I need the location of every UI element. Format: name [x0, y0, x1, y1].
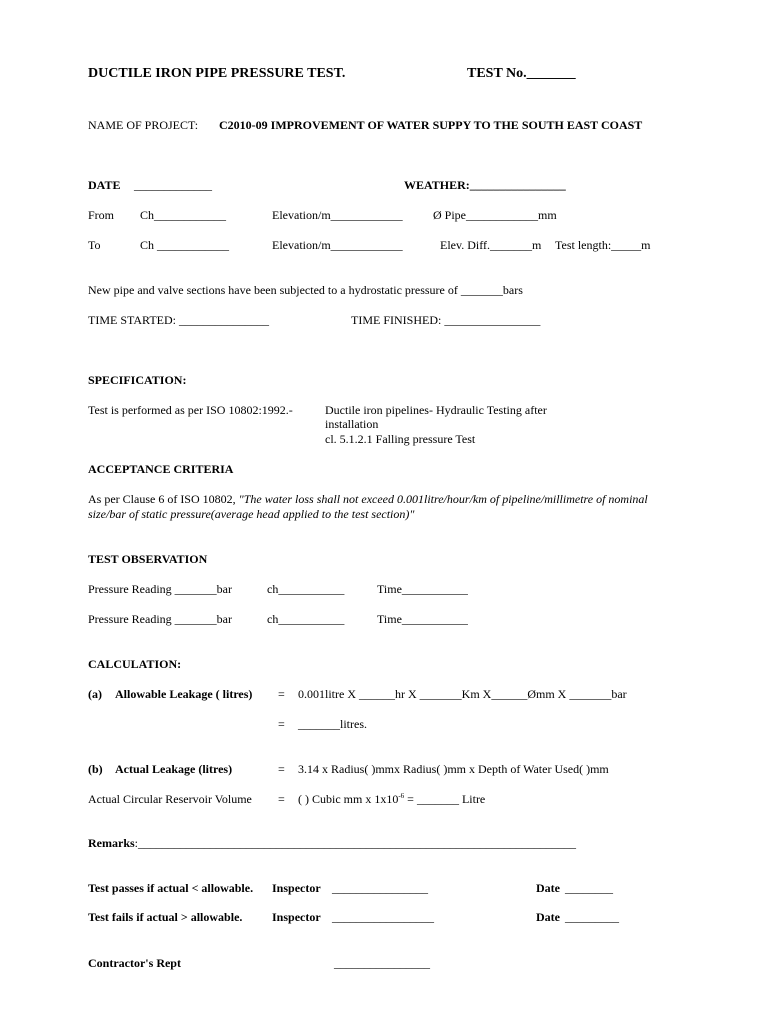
pipe-diameter: Ø Pipe____________mm [433, 208, 557, 222]
equals-sign: = [278, 687, 285, 701]
inspector-signature-2: _________________ [332, 910, 434, 924]
hydrostatic-statement: New pipe and valve sections have been subjected to a hydrostatic pressure of _______bars [88, 283, 523, 297]
date-blank: _____________ [134, 178, 212, 192]
elevation-difference: Elev. Diff._______m [440, 238, 542, 252]
to-elevation: Elevation/m____________ [272, 238, 403, 252]
observation-heading: TEST OBSERVATION [88, 552, 208, 566]
time-reading-1: Time___________ [377, 582, 468, 596]
acceptance-heading: ACCEPTANCE CRITERIA [88, 462, 234, 476]
specification-line-3: cl. 5.1.2.1 Falling pressure Test [325, 432, 476, 446]
specification-standard: Test is performed as per ISO 10802:1992.- [88, 403, 293, 417]
inspector-label: Inspector [272, 910, 321, 924]
time-finished: TIME FINISHED: ________________ [351, 313, 541, 327]
specification-line-1: Ductile iron pipelines- Hydraulic Testing after [325, 403, 547, 417]
acceptance-criteria-line-2: size/bar of static pressure(average head applied to the test section)" [88, 507, 415, 521]
chainage-reading-1: ch___________ [267, 582, 345, 596]
allowable-leakage-formula: 0.001litre X ______hr X _______Km X______Ømm X _______bar [298, 687, 627, 701]
remarks-label: Remarks [88, 836, 135, 850]
actual-leakage-title: Actual Leakage (litres) [115, 762, 233, 776]
acceptance-quote-1: "The water loss shall not exceed 0.001litre/hour/km of pipeline/millimetre of nominal [238, 492, 648, 506]
allowable-leakage-result: _______litres. [298, 717, 367, 731]
date-blank-1: ________ [565, 881, 613, 895]
item-a-label: (a) [88, 687, 102, 701]
reservoir-volume-label: Actual Circular Reservoir Volume [88, 792, 252, 806]
allowable-leakage-title: Allowable Leakage ( litres) [115, 687, 253, 701]
date-label: DATE [88, 178, 121, 192]
equals-sign: = [278, 792, 285, 806]
time-started: TIME STARTED: _______________ [88, 313, 269, 327]
inspector-label: Inspector [272, 881, 321, 895]
acceptance-prefix: As per Clause 6 of ISO 10802, [88, 492, 239, 506]
volume-formula-end: = _______ Litre [404, 792, 486, 806]
equals-sign: = [278, 762, 285, 776]
to-label: To [88, 238, 101, 252]
pressure-reading-2: Pressure Reading _______bar [88, 612, 232, 626]
from-chainage: Ch____________ [140, 208, 227, 222]
date-label: Date [536, 910, 560, 924]
inspector-signature-1: ________________ [332, 881, 428, 895]
date-blank-2: _________ [565, 910, 619, 924]
contractor-signature: ________________ [334, 956, 430, 970]
remarks-blank: :_________________________________________________________________________ [134, 836, 577, 850]
acceptance-criteria-line-1 [88, 492, 648, 507]
volume-formula-start: ( ) Cubic mm x 1x10 [298, 792, 399, 806]
test-number: TEST No._______ [467, 66, 576, 81]
from-elevation: Elevation/m____________ [272, 208, 403, 222]
test-fail-condition: Test fails if actual > allowable. [88, 910, 243, 924]
chainage-reading-2: ch___________ [267, 612, 345, 626]
remarks-field [88, 836, 576, 851]
project-name: C2010-09 IMPROVEMENT OF WATER SUPPY TO THE SOUTH EAST COAST [219, 118, 643, 132]
document-title: DUCTILE IRON PIPE PRESSURE TEST. [88, 66, 346, 81]
specification-line-2: installation [325, 417, 379, 431]
weather-field: WEATHER:________________ [404, 178, 566, 192]
volume-exponent: -6 [398, 792, 405, 800]
actual-leakage-formula: 3.14 x Radius( )mmx Radius( )mm x Depth of Water Used( )mm [298, 762, 609, 776]
date-label: Date [536, 881, 560, 895]
item-b-label: (b) [88, 762, 103, 776]
test-length: Test length:_____m [555, 238, 651, 252]
reservoir-volume-formula [298, 792, 485, 807]
contractor-rep-label: Contractor's Rept [88, 956, 181, 970]
time-reading-2: Time___________ [377, 612, 468, 626]
calculation-heading: CALCULATION: [88, 657, 182, 671]
to-chainage: Ch ____________ [140, 238, 230, 252]
pressure-reading-1: Pressure Reading _______bar [88, 582, 232, 596]
project-label: NAME OF PROJECT: [88, 118, 199, 132]
from-label: From [88, 208, 115, 222]
specification-heading: SPECIFICATION: [88, 373, 187, 387]
equals-sign: = [278, 717, 285, 731]
test-pass-condition: Test passes if actual < allowable. [88, 881, 254, 895]
